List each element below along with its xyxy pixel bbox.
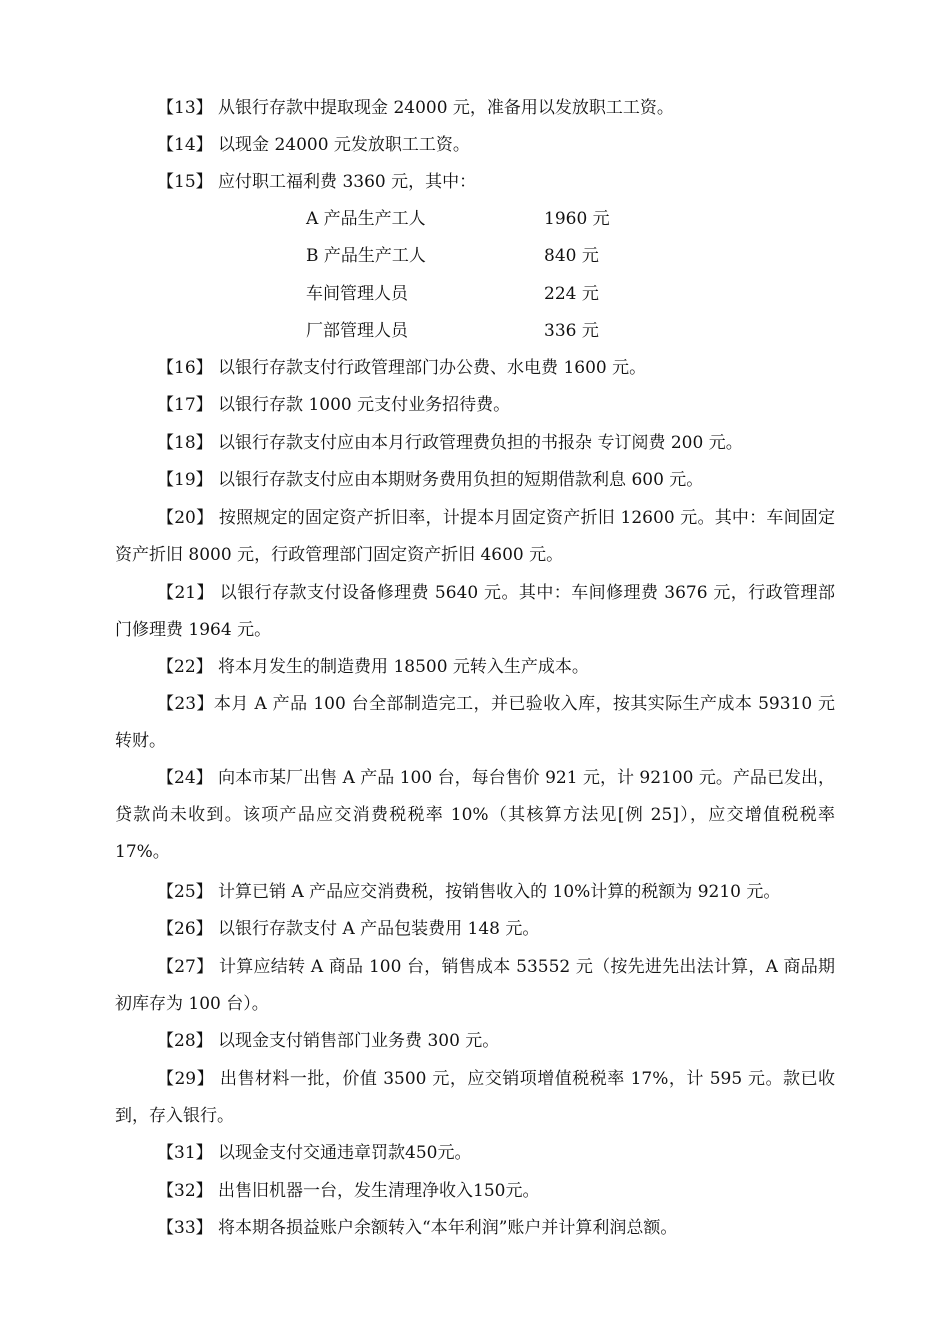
entry-21: 【21】 以银行存款支付设备修理费 5640 元。其中：车间修理费 3676 元，行政管理部门修理费 1964 元。 (115, 583, 835, 640)
welfare-row-name: A 产品生产工人 (306, 209, 426, 229)
welfare-row (306, 238, 706, 275)
welfare-row-amount: 1960 元 (544, 209, 610, 229)
entry-13: 【13】 从银行存款中提取现金 24000 元，准备用以发放职工工资。 (157, 98, 674, 118)
welfare-row (306, 201, 706, 238)
welfare-row-amount: 840 元 (544, 246, 599, 266)
entry-26: 【26】 以银行存款支付 A 产品包装费用 148 元。 (157, 919, 540, 939)
entry-22: 【22】 将本月发生的制造费用 18500 元转入生产成本。 (157, 657, 589, 677)
welfare-row-amount: 336 元 (544, 321, 599, 341)
entry-31: 【31】 以现金支付交通违章罚款450元。 (157, 1143, 472, 1163)
entry-32: 【32】 出售旧机器一台，发生清理净收入150元。 (157, 1181, 540, 1201)
entry-16: 【16】 以银行存款支付行政管理部门办公费、水电费 1600 元。 (157, 358, 647, 378)
welfare-row (306, 313, 706, 350)
entry-17: 【17】 以银行存款 1000 元支付业务招待费。 (157, 395, 511, 415)
entry-15: 【15】 应付职工福利费 3360 元，其中： (157, 172, 477, 192)
entry-18: 【18】 以银行存款支付应由本月行政管理费负担的书报杂 专订阅费 200 元。 (157, 433, 743, 453)
welfare-row-name: 厂部管理人员 (306, 321, 408, 341)
entry-25: 【25】 计算已销 A 产品应交消费税，按销售收入的 10%计算的税额为 9210 元。 (157, 882, 781, 902)
welfare-row (306, 276, 706, 313)
entry-20: 【20】 按照规定的固定资产折旧率，计提本月固定资产折旧 12600 元。其中：车间固定资产折旧 8000 元，行政管理部门固定资产折旧 4600 元。 (115, 508, 835, 565)
entry-33: 【33】 将本期各损益账户余额转入“本年利润”账户并计算利润总额。 (157, 1218, 678, 1238)
welfare-row-name: 车间管理人员 (306, 284, 408, 304)
welfare-row-amount: 224 元 (544, 284, 599, 304)
entry-23: 【23】本月 A 产品 100 台全部制造完工，并已验收入库，按其实际生产成本 59310 元转财。 (115, 694, 835, 751)
entry-27: 【27】 计算应结转 A 商品 100 台，销售成本 53552 元（按先进先出法计算，A 商品期初库存为 100 台）。 (115, 957, 835, 1014)
entry-28: 【28】 以现金支付销售部门业务费 300 元。 (157, 1031, 500, 1051)
entry-14: 【14】 以现金 24000 元发放职工工资。 (157, 135, 470, 155)
welfare-row-name: B 产品生产工人 (306, 246, 426, 266)
entry-19: 【19】 以银行存款支付应由本期财务费用负担的短期借款利息 600 元。 (157, 470, 704, 490)
entry-24: 【24】 向本市某厂出售 A 产品 100 台，每台售价 921 元，计 92100 元。产品已发出，贷款尚未收到。该项产品应交消费税税率 10%（其核算方法见[例 25]），应交增值税税率 17%。 (115, 768, 835, 862)
entry-29: 【29】 出售材料一批，价值 3500 元，应交销项增值税税率 17%，计 595 元。款已收到，存入银行。 (115, 1069, 835, 1126)
